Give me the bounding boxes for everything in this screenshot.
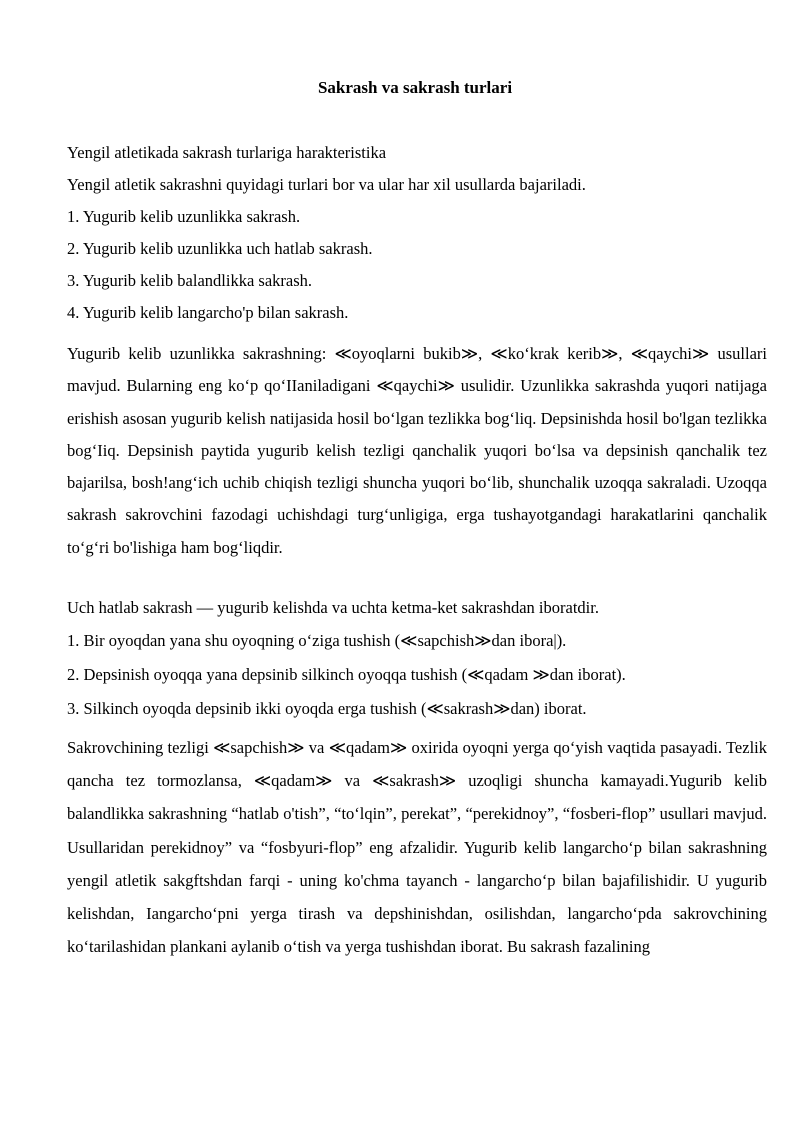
- subtitle-line: Yengil atletikada sakrash turlariga harakteristika: [67, 143, 387, 162]
- intro-line: Yengil atletik sakrashni quyidagi turlari bor va ular har xil usullarda bajariladi.: [67, 175, 586, 194]
- document-title: Sakrash va sakrash turlari: [317, 78, 513, 97]
- triple-jump-item-2: 2. Depsinish oyoqqa yana depsinib silkinch oyoqqa tushish (≪qadam ≫dan iborat).: [67, 665, 626, 684]
- list-item-4: 4. Yugurib kelib langarcho'p bilan sakrash.: [67, 303, 349, 322]
- long-jump-paragraph: Yugurib kelib uzunlikka sakrashning: ≪oyoqlarni bukib≫, ≪ko‘krak kerib≫, ≪qaychi≫ usullari mavjud. Bularning eng ko‘p qo‘IIaniladigani ≪qaychi≫ usulidir. Uzunlikka sakrashda yuqori natijaga erishish asosan yugurib kelish natijasida hosil bo‘lgan tezlikka bog‘liq. Depsinishda hosil bo'lgan tezlikka bog‘Iiq. Depsinish paytida yugurib kelish tezligi qanchalik yuqori bo‘lsa va depsinish qanchalik tez bajarilsa, bosh!ang‘ich uchib chiqish tezligi shuncha yuqori bo‘lib, shunchalik uzoqqa sakraladi. Uzoqqa sakrash sakrovchini fazodagi uchishdagi turg‘unligiga, erga tushayotgandagi harakatlarini qanchalik to‘g‘ri bo'lishiga ham bog‘liqdir.: [67, 344, 767, 557]
- triple-jump-item-3: 3. Silkinch oyoqda depsinib ikki oyoqda erga tushish (≪sakrash≫dan) iborat.: [67, 699, 587, 718]
- list-item-2: 2. Yugurib kelib uzunlikka uch hatlab sakrash.: [67, 239, 373, 258]
- speed-paragraph: Sakrovchining tezligi ≪sapchish≫ va ≪qadam≫ oxirida oyoqni yerga qo‘yish vaqtida pasayadi. Tezlik qancha tez tormozlansa, ≪qadam≫ va ≪sakrash≫ uzoqligi shuncha kamayadi.Yugurib kelib balandlikka sakrashning “hatlab o'tish”, “to‘lqin”, perekat”, “perekidnoy”, “fosberi-flop” usullari mavjud. Usullaridan perekidnoy” va “fosbyuri-flop” eng afzalidir. Yugurib kelib langarcho‘p bilan sakrashning yengil atletik sakgftshdan farqi - uning ko'chma tayanch - langarcho‘p bilan bajafilishidir. U yugurib kelishdan, Iangarcho‘pni yerga tirash va depshinishdan, osilishdan, langarcho‘pda sakrovchining ko‘tarilashidan plankani aylanib o‘tish va yerga tushishdan iborat. Bu sakrash fazalining: [67, 738, 767, 957]
- list-item-3: 3. Yugurib kelib balandlikka sakrash.: [67, 271, 313, 290]
- list-item-1: 1. Yugurib kelib uzunlikka sakrash.: [67, 207, 301, 226]
- triple-jump-definition: Uch hatlab sakrash — yugurib kelishda va uchta ketma-ket sakrashdan iboratdir.: [67, 598, 599, 617]
- triple-jump-item-1: 1. Bir oyoqdan yana shu oyoqning o‘ziga tushish (≪sapchish≫dan ibora|).: [67, 631, 567, 650]
